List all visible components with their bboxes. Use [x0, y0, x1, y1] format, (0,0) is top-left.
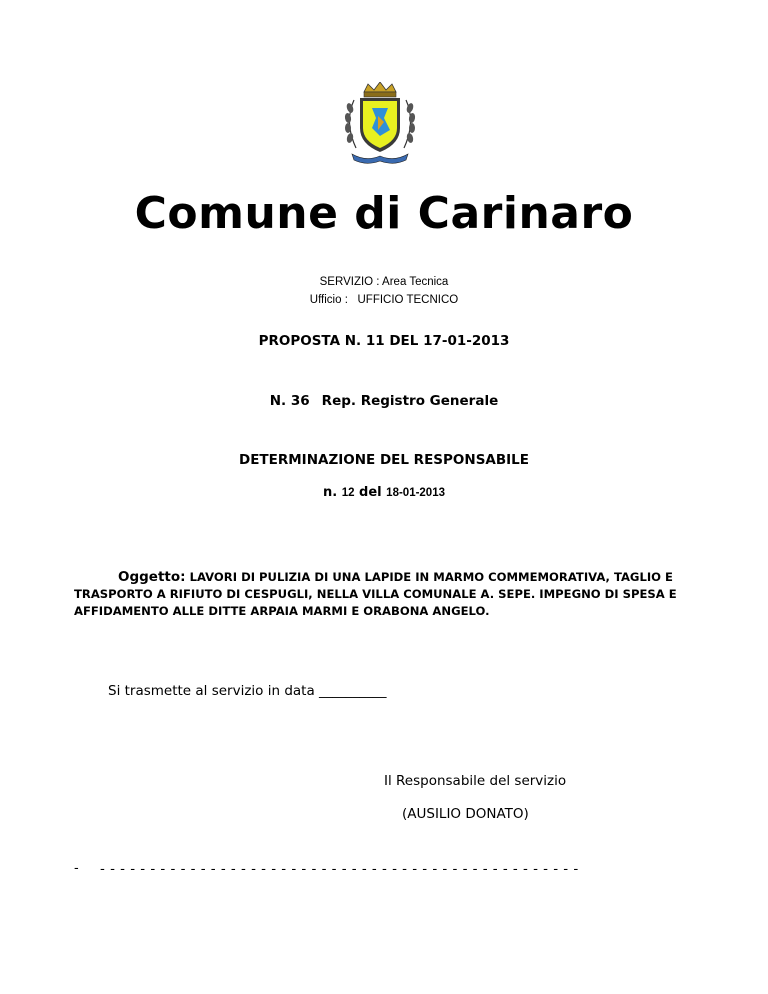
trasmissione-line: Si trasmette al servizio in data __________ — [108, 683, 387, 699]
oggetto-paragraph — [74, 569, 694, 620]
separator-lead: - — [74, 861, 79, 876]
municipal-crest-icon — [342, 82, 418, 164]
page-title: Comune di Carinaro — [134, 188, 634, 239]
n-value: 12 — [341, 487, 355, 499]
separator-dashes: ------------------------------------------------ — [100, 861, 584, 877]
proposta-number: PROPOSTA N. 11 DEL 17-01-2013 — [258, 333, 510, 349]
determinazione-number — [0, 485, 768, 500]
ufficio-text: Ufficio : UFFICIO TECNICO — [309, 294, 459, 306]
oggetto-label: Oggetto: — [118, 569, 186, 585]
responsabile-role: Il Responsabile del servizio — [384, 773, 567, 789]
determinazione-date: 18-01-2013 — [386, 487, 445, 499]
n-label: n. — [322, 485, 338, 500]
registro-line — [0, 393, 768, 409]
responsabile-name: (AUSILIO DONATO) — [402, 806, 529, 822]
oggetto-text: LAVORI DI PULIZIA DI UNA LAPIDE IN MARMO COMMEMORATIVA, TAGLIO E TRASPORTO A RIFIUTO DI CESPUGLI, NELLA VILLA COMUNALE A. SEPE. IMPEGNO DI SPESA E AFFIDAMENTO ALLE DITTE ARPAIA MARMI E ORABONA ANGELO. — [74, 570, 677, 618]
registro-number: N. 36 — [269, 393, 310, 409]
servizio-line: SERVIZIO : Area Tecnica — [319, 276, 449, 288]
del-label: del — [359, 485, 382, 500]
registro-label: Rep. Registro Generale — [321, 393, 499, 409]
ufficio-line — [0, 294, 768, 306]
determinazione-title: DETERMINAZIONE DEL RESPONSABILE — [238, 452, 529, 468]
